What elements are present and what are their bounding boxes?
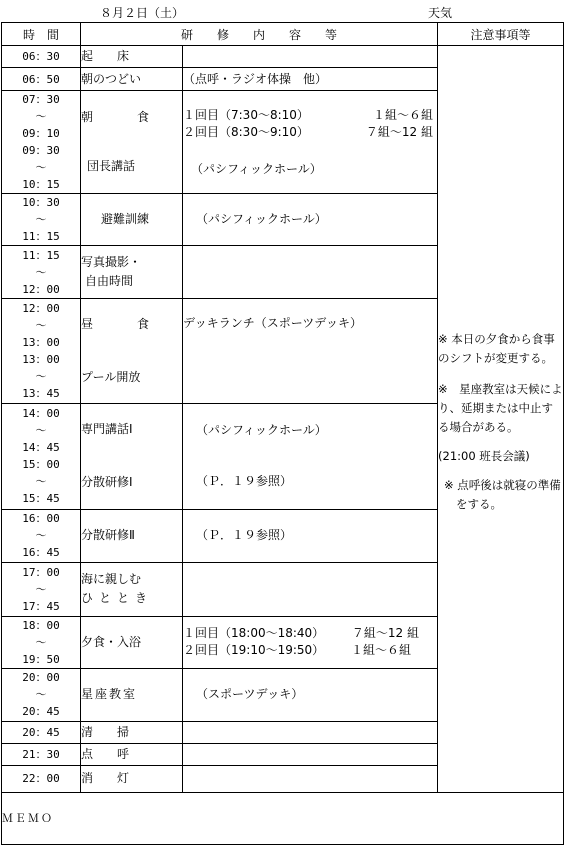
activity-cell: 海に親しむ ひととき — [81, 562, 183, 616]
activity-cell: 点 呼 — [81, 743, 183, 765]
content-cell — [183, 562, 438, 616]
time-cell: 21：30 — [2, 743, 81, 765]
content-cell: １回目（7:30～8:10） １組～６組 ２回目（8:30～9:10） ７組～12 組 （パシフィックホール） — [183, 91, 438, 194]
time-cell: 06：30 — [2, 46, 81, 68]
activity-cell: 専門講話Ⅰ 分散研修Ⅰ — [81, 404, 183, 509]
notes-cell — [438, 46, 564, 793]
content-cell — [183, 743, 438, 765]
memo-row — [2, 792, 564, 844]
time-cell: 14：00 ～ 14：45 15：00 ～ 15：45 — [2, 404, 81, 509]
schedule-table — [1, 22, 564, 845]
note-dinner-shift: ※ 本日の夕食から食事のシフトが変更する。 — [438, 331, 555, 365]
time-cell: 17：00 ～ 17：45 — [2, 562, 81, 616]
activity-cell: 写真撮影・ 自由時間 — [81, 246, 183, 299]
time-cell: 22：00 — [2, 765, 81, 792]
content-cell: デッキランチ（スポーツデッキ） — [183, 299, 438, 404]
time-cell: 20：45 — [2, 721, 81, 743]
time-cell: 07：30 ～ 09：10 09：30 ～ 10：15 — [2, 91, 81, 194]
activity-cell: 清 掃 — [81, 721, 183, 743]
table-row — [2, 46, 564, 68]
note-leader-meeting: (21:00 班長会議) — [438, 448, 530, 463]
header-date: ８月２日（土） — [100, 6, 185, 20]
content-column-header: 研 修 内 容 等 — [81, 23, 438, 46]
time-cell: 11：15 ～ 12：00 — [2, 246, 81, 299]
header-row — [2, 23, 564, 46]
activity-cell: 分散研修Ⅱ — [81, 509, 183, 562]
content-cell: （点呼・ラジオ体操 他） — [183, 68, 438, 91]
content-cell: （パシフィックホール） — [183, 194, 438, 246]
note-star-class: ※ 星座教室は天候により、延期または中止する場合がある。 — [438, 381, 563, 434]
memo-area[interactable]: ＭＥＭＯ — [2, 792, 564, 844]
time-cell: 20：00 ～ 20：45 — [2, 668, 81, 721]
content-cell — [183, 246, 438, 299]
activity-cell: 避難訓練 — [81, 194, 183, 246]
content-cell — [183, 46, 438, 68]
time-cell: 16：00 ～ 16：45 — [2, 509, 81, 562]
time-column-header: 時 間 — [2, 23, 81, 46]
content-cell: （スポーツデッキ） — [183, 668, 438, 721]
activity-cell: 昼 食 プール開放 — [81, 299, 183, 404]
activity-cell: 朝 食 団長講話 — [81, 91, 183, 194]
content-cell: （Ｐ．１９参照） — [183, 509, 438, 562]
time-cell: 18：00 ～ 19：50 — [2, 616, 81, 668]
time-cell: 10：30 ～ 11：15 — [2, 194, 81, 246]
content-cell: １回目（18:00～18:40） ７組～12 組 ２回目（19:10～19:50） １組～６組 — [183, 616, 438, 668]
header-weather: 天気 — [428, 6, 453, 20]
note-rollcall: ※ 点呼後は就寝の準備をする。 — [444, 477, 561, 511]
notes-column-header: 注意事項等 — [438, 23, 564, 46]
activity-cell: 消 灯 — [81, 765, 183, 792]
activity-cell: 夕食・入浴 — [81, 616, 183, 668]
time-cell: 06：50 — [2, 68, 81, 91]
activity-cell: 星座教室 — [81, 668, 183, 721]
content-cell: （パシフィックホール） （Ｐ．１９参照） — [183, 404, 438, 509]
time-cell: 12：00 ～ 13：00 13：00 ～ 13：45 — [2, 299, 81, 404]
content-cell — [183, 765, 438, 792]
activity-cell: 起 床 — [81, 46, 183, 68]
activity-cell: 朝のつどい — [81, 68, 183, 91]
content-cell — [183, 721, 438, 743]
